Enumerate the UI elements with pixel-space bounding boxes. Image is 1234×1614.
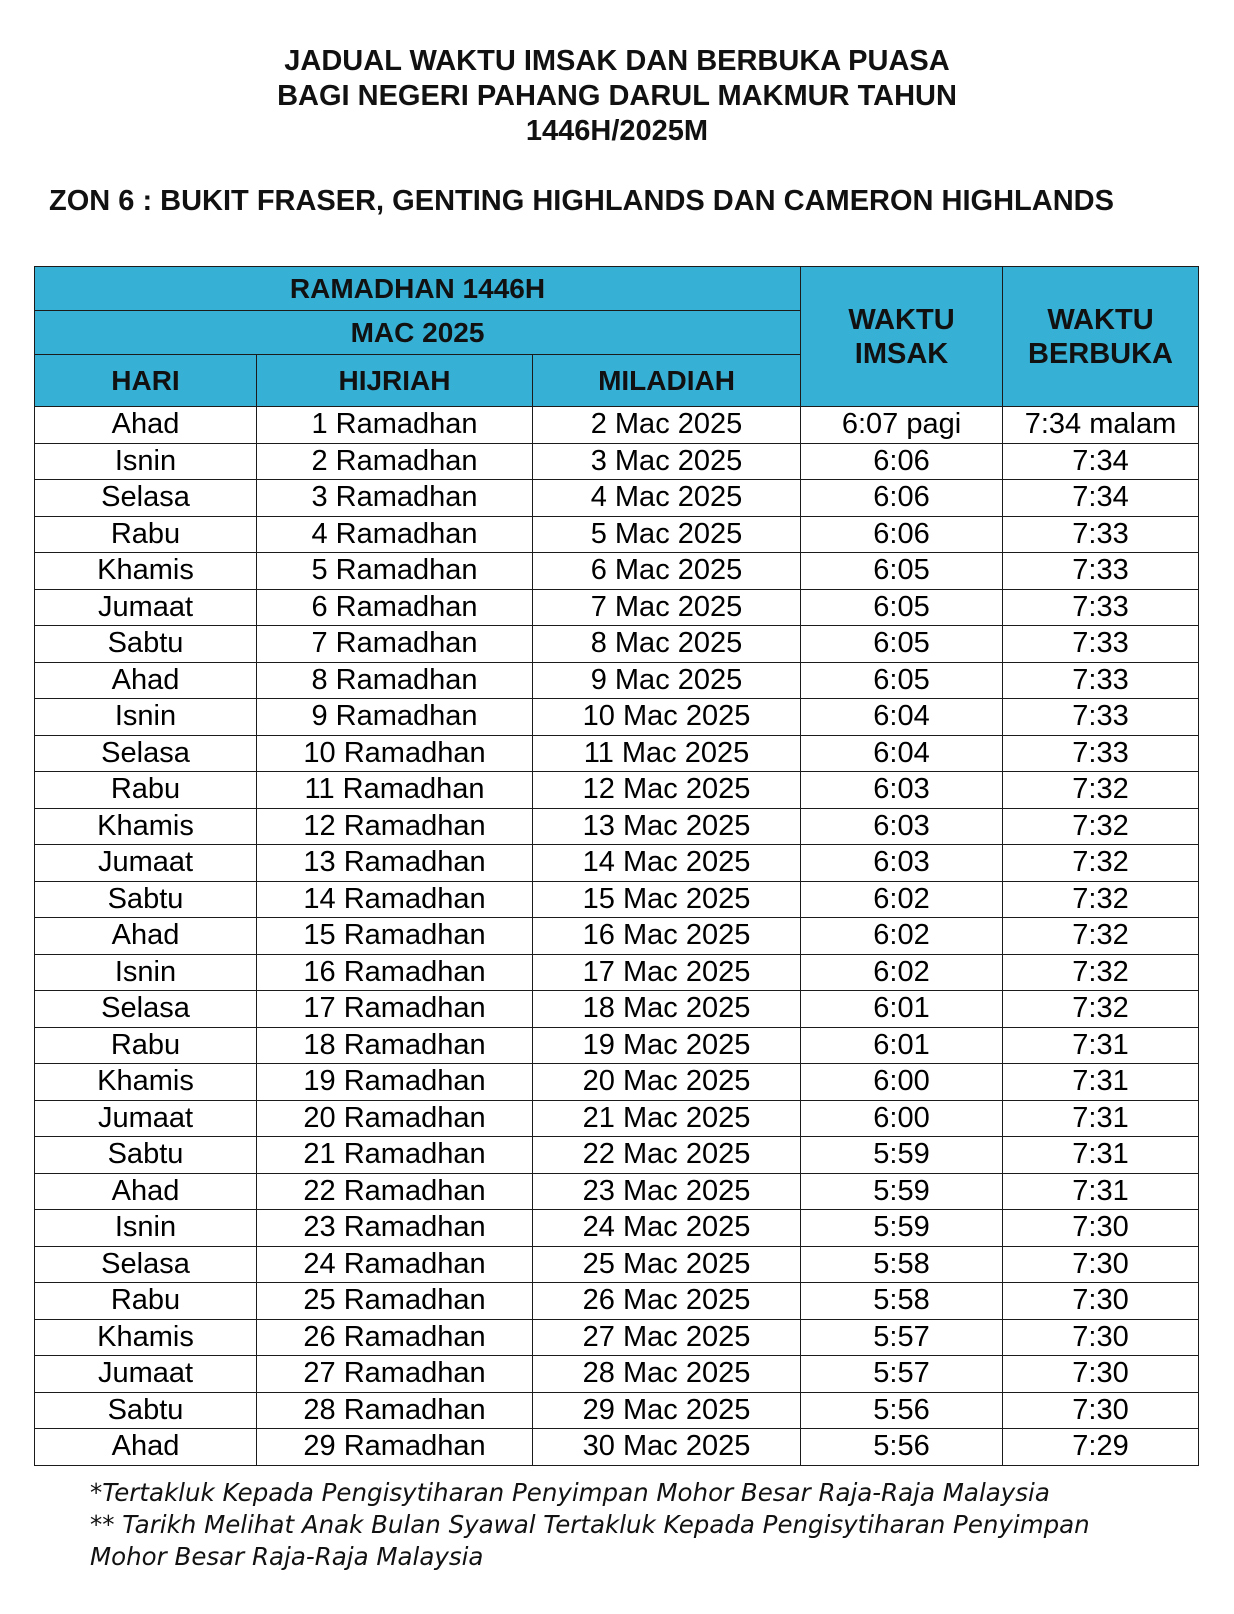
cell-berbuka: 7:34 bbox=[1003, 443, 1199, 480]
cell-hijriah: 22 Ramadhan bbox=[257, 1173, 533, 1210]
table-row bbox=[35, 1283, 1199, 1320]
cell-hijriah: 4 Ramadhan bbox=[257, 516, 533, 553]
cell-berbuka: 7:31 bbox=[1003, 1137, 1199, 1174]
cell-hari: Ahad bbox=[35, 918, 257, 955]
cell-hijriah: 1 Ramadhan bbox=[257, 407, 533, 444]
table-row bbox=[35, 1392, 1199, 1429]
cell-miladiah: 16 Mac 2025 bbox=[533, 918, 801, 955]
table-row bbox=[35, 589, 1199, 626]
cell-hijriah: 9 Ramadhan bbox=[257, 699, 533, 736]
cell-hijriah: 5 Ramadhan bbox=[257, 553, 533, 590]
imsak-column-header: WAKTU IMSAK bbox=[801, 267, 1003, 407]
cell-berbuka: 7:32 bbox=[1003, 881, 1199, 918]
cell-berbuka: 7:30 bbox=[1003, 1246, 1199, 1283]
cell-berbuka: 7:33 bbox=[1003, 626, 1199, 663]
cell-miladiah: 25 Mac 2025 bbox=[533, 1246, 801, 1283]
document-title bbox=[0, 44, 1234, 149]
footnote-1: *Tertakluk Kepada Pengisytiharan Penyimpan Mohor Besar Raja-Raja Malaysia bbox=[90, 1478, 1050, 1507]
cell-imsak: 6:03 bbox=[801, 772, 1003, 809]
cell-miladiah: 11 Mac 2025 bbox=[533, 735, 801, 772]
cell-hijriah: 19 Ramadhan bbox=[257, 1064, 533, 1101]
schedule-table bbox=[34, 266, 1199, 1466]
footnote-2-line-2: Mohor Besar Raja-Raja Malaysia bbox=[90, 1542, 484, 1571]
cell-miladiah: 3 Mac 2025 bbox=[533, 443, 801, 480]
footnotes bbox=[90, 1477, 1190, 1573]
cell-hijriah: 12 Ramadhan bbox=[257, 808, 533, 845]
table-row bbox=[35, 626, 1199, 663]
table-row bbox=[35, 1356, 1199, 1393]
cell-hari: Khamis bbox=[35, 553, 257, 590]
table-row bbox=[35, 735, 1199, 772]
cell-berbuka: 7:32 bbox=[1003, 808, 1199, 845]
berbuka-column-header: WAKTU BERBUKA bbox=[1003, 267, 1199, 407]
cell-imsak: 6:06 bbox=[801, 443, 1003, 480]
cell-miladiah: 28 Mac 2025 bbox=[533, 1356, 801, 1393]
cell-berbuka: 7:33 bbox=[1003, 553, 1199, 590]
cell-imsak: 5:59 bbox=[801, 1210, 1003, 1247]
cell-imsak: 5:56 bbox=[801, 1392, 1003, 1429]
table-row bbox=[35, 699, 1199, 736]
cell-hijriah: 10 Ramadhan bbox=[257, 735, 533, 772]
cell-miladiah: 18 Mac 2025 bbox=[533, 991, 801, 1028]
cell-miladiah: 29 Mac 2025 bbox=[533, 1392, 801, 1429]
hari-column-header: HARI bbox=[35, 355, 257, 407]
cell-berbuka: 7:31 bbox=[1003, 1027, 1199, 1064]
cell-hari: Jumaat bbox=[35, 1356, 257, 1393]
cell-miladiah: 21 Mac 2025 bbox=[533, 1100, 801, 1137]
cell-hari: Rabu bbox=[35, 516, 257, 553]
cell-miladiah: 13 Mac 2025 bbox=[533, 808, 801, 845]
cell-hari: Rabu bbox=[35, 1283, 257, 1320]
cell-hijriah: 2 Ramadhan bbox=[257, 443, 533, 480]
cell-berbuka: 7:33 bbox=[1003, 735, 1199, 772]
cell-imsak: 5:58 bbox=[801, 1246, 1003, 1283]
cell-hijriah: 18 Ramadhan bbox=[257, 1027, 533, 1064]
cell-berbuka: 7:33 bbox=[1003, 589, 1199, 626]
cell-hari: Khamis bbox=[35, 1319, 257, 1356]
cell-hijriah: 3 Ramadhan bbox=[257, 480, 533, 517]
cell-hijriah: 23 Ramadhan bbox=[257, 1210, 533, 1247]
cell-miladiah: 10 Mac 2025 bbox=[533, 699, 801, 736]
table-row bbox=[35, 1319, 1199, 1356]
title-line-1: JADUAL WAKTU IMSAK DAN BERBUKA PUASA bbox=[284, 45, 950, 77]
table-row bbox=[35, 1064, 1199, 1101]
cell-hari: Isnin bbox=[35, 1210, 257, 1247]
cell-hijriah: 16 Ramadhan bbox=[257, 954, 533, 991]
cell-imsak: 6:00 bbox=[801, 1064, 1003, 1101]
cell-imsak: 5:58 bbox=[801, 1283, 1003, 1320]
table-row bbox=[35, 808, 1199, 845]
cell-imsak: 6:03 bbox=[801, 808, 1003, 845]
cell-berbuka: 7:31 bbox=[1003, 1100, 1199, 1137]
cell-berbuka: 7:31 bbox=[1003, 1064, 1199, 1101]
table-row bbox=[35, 1429, 1199, 1466]
cell-hari: Isnin bbox=[35, 699, 257, 736]
cell-hari: Jumaat bbox=[35, 589, 257, 626]
cell-miladiah: 9 Mac 2025 bbox=[533, 662, 801, 699]
table-row bbox=[35, 1027, 1199, 1064]
cell-imsak: 6:04 bbox=[801, 699, 1003, 736]
cell-hijriah: 17 Ramadhan bbox=[257, 991, 533, 1028]
table-row bbox=[35, 407, 1199, 444]
cell-miladiah: 24 Mac 2025 bbox=[533, 1210, 801, 1247]
cell-imsak: 6:03 bbox=[801, 845, 1003, 882]
cell-berbuka: 7:30 bbox=[1003, 1283, 1199, 1320]
cell-hijriah: 11 Ramadhan bbox=[257, 772, 533, 809]
cell-hijriah: 27 Ramadhan bbox=[257, 1356, 533, 1393]
table-row bbox=[35, 1210, 1199, 1247]
cell-imsak: 5:59 bbox=[801, 1173, 1003, 1210]
cell-hijriah: 20 Ramadhan bbox=[257, 1100, 533, 1137]
cell-hijriah: 21 Ramadhan bbox=[257, 1137, 533, 1174]
table-row bbox=[35, 662, 1199, 699]
cell-hari: Ahad bbox=[35, 407, 257, 444]
title-line-3: 1446H/2025M bbox=[525, 115, 709, 147]
cell-hijriah: 29 Ramadhan bbox=[257, 1429, 533, 1466]
cell-miladiah: 20 Mac 2025 bbox=[533, 1064, 801, 1101]
table-row bbox=[35, 1137, 1199, 1174]
cell-imsak: 6:05 bbox=[801, 589, 1003, 626]
cell-imsak: 5:56 bbox=[801, 1429, 1003, 1466]
cell-miladiah: 15 Mac 2025 bbox=[533, 881, 801, 918]
cell-miladiah: 27 Mac 2025 bbox=[533, 1319, 801, 1356]
footnote-2-line-1: ** Tarikh Melihat Anak Bulan Syawal Tertakluk Kepada Pengisytiharan Penyimpan bbox=[90, 1510, 1090, 1539]
hijriah-column-header: HIJRIAH bbox=[257, 355, 533, 407]
cell-berbuka: 7:30 bbox=[1003, 1319, 1199, 1356]
cell-hari: Khamis bbox=[35, 808, 257, 845]
cell-hari: Jumaat bbox=[35, 845, 257, 882]
table-row bbox=[35, 1246, 1199, 1283]
cell-berbuka: 7:32 bbox=[1003, 772, 1199, 809]
cell-hari: Selasa bbox=[35, 735, 257, 772]
cell-berbuka: 7:29 bbox=[1003, 1429, 1199, 1466]
cell-hari: Ahad bbox=[35, 1429, 257, 1466]
cell-hari: Selasa bbox=[35, 991, 257, 1028]
cell-imsak: 5:59 bbox=[801, 1137, 1003, 1174]
cell-miladiah: 17 Mac 2025 bbox=[533, 954, 801, 991]
cell-berbuka: 7:31 bbox=[1003, 1173, 1199, 1210]
cell-imsak: 6:04 bbox=[801, 735, 1003, 772]
cell-imsak: 5:57 bbox=[801, 1319, 1003, 1356]
cell-berbuka: 7:30 bbox=[1003, 1210, 1199, 1247]
cell-hari: Isnin bbox=[35, 443, 257, 480]
cell-hijriah: 8 Ramadhan bbox=[257, 662, 533, 699]
table-row bbox=[35, 772, 1199, 809]
cell-imsak: 6:01 bbox=[801, 991, 1003, 1028]
cell-miladiah: 8 Mac 2025 bbox=[533, 626, 801, 663]
cell-imsak: 6:06 bbox=[801, 480, 1003, 517]
cell-berbuka: 7:33 bbox=[1003, 699, 1199, 736]
table-row bbox=[35, 1100, 1199, 1137]
cell-hari: Sabtu bbox=[35, 1137, 257, 1174]
cell-miladiah: 14 Mac 2025 bbox=[533, 845, 801, 882]
cell-hari: Selasa bbox=[35, 480, 257, 517]
cell-imsak: 6:00 bbox=[801, 1100, 1003, 1137]
cell-hari: Sabtu bbox=[35, 626, 257, 663]
cell-berbuka: 7:30 bbox=[1003, 1392, 1199, 1429]
cell-hari: Selasa bbox=[35, 1246, 257, 1283]
cell-hari: Ahad bbox=[35, 662, 257, 699]
month-header: MAC 2025 bbox=[35, 311, 801, 355]
cell-hijriah: 25 Ramadhan bbox=[257, 1283, 533, 1320]
cell-miladiah: 26 Mac 2025 bbox=[533, 1283, 801, 1320]
cell-hari: Jumaat bbox=[35, 1100, 257, 1137]
cell-imsak: 6:02 bbox=[801, 954, 1003, 991]
table-row bbox=[35, 443, 1199, 480]
cell-hari: Khamis bbox=[35, 1064, 257, 1101]
cell-hari: Rabu bbox=[35, 772, 257, 809]
cell-miladiah: 19 Mac 2025 bbox=[533, 1027, 801, 1064]
cell-imsak: 6:06 bbox=[801, 516, 1003, 553]
cell-miladiah: 22 Mac 2025 bbox=[533, 1137, 801, 1174]
cell-imsak: 6:05 bbox=[801, 553, 1003, 590]
cell-miladiah: 23 Mac 2025 bbox=[533, 1173, 801, 1210]
cell-imsak: 6:02 bbox=[801, 881, 1003, 918]
cell-imsak: 6:05 bbox=[801, 626, 1003, 663]
cell-imsak: 6:02 bbox=[801, 918, 1003, 955]
cell-berbuka: 7:33 bbox=[1003, 662, 1199, 699]
cell-hari: Isnin bbox=[35, 954, 257, 991]
cell-imsak: 6:01 bbox=[801, 1027, 1003, 1064]
table-row bbox=[35, 480, 1199, 517]
table-row bbox=[35, 881, 1199, 918]
zone-heading: ZON 6 : BUKIT FRASER, GENTING HIGHLANDS DAN CAMERON HIGHLANDS bbox=[49, 185, 1114, 217]
table-row bbox=[35, 991, 1199, 1028]
schedule-rows bbox=[35, 407, 1199, 1466]
cell-hijriah: 26 Ramadhan bbox=[257, 1319, 533, 1356]
table-row bbox=[35, 553, 1199, 590]
cell-hijriah: 14 Ramadhan bbox=[257, 881, 533, 918]
cell-hari: Ahad bbox=[35, 1173, 257, 1210]
miladiah-column-header: MILADIAH bbox=[533, 355, 801, 407]
cell-imsak: 6:05 bbox=[801, 662, 1003, 699]
cell-hari: Sabtu bbox=[35, 881, 257, 918]
cell-hijriah: 13 Ramadhan bbox=[257, 845, 533, 882]
table-row bbox=[35, 918, 1199, 955]
cell-hijriah: 6 Ramadhan bbox=[257, 589, 533, 626]
table-row bbox=[35, 845, 1199, 882]
cell-miladiah: 12 Mac 2025 bbox=[533, 772, 801, 809]
cell-hijriah: 7 Ramadhan bbox=[257, 626, 533, 663]
cell-berbuka: 7:34 malam bbox=[1003, 407, 1199, 444]
cell-miladiah: 5 Mac 2025 bbox=[533, 516, 801, 553]
cell-miladiah: 30 Mac 2025 bbox=[533, 1429, 801, 1466]
cell-hijriah: 28 Ramadhan bbox=[257, 1392, 533, 1429]
table-row bbox=[35, 516, 1199, 553]
title-line-2: BAGI NEGERI PAHANG DARUL MAKMUR TAHUN bbox=[277, 80, 957, 112]
cell-hari: Sabtu bbox=[35, 1392, 257, 1429]
cell-berbuka: 7:32 bbox=[1003, 991, 1199, 1028]
cell-hijriah: 15 Ramadhan bbox=[257, 918, 533, 955]
cell-berbuka: 7:34 bbox=[1003, 480, 1199, 517]
ramadhan-group-header: RAMADHAN 1446H bbox=[35, 267, 801, 311]
cell-miladiah: 7 Mac 2025 bbox=[533, 589, 801, 626]
cell-imsak: 6:07 pagi bbox=[801, 407, 1003, 444]
cell-berbuka: 7:32 bbox=[1003, 954, 1199, 991]
cell-miladiah: 4 Mac 2025 bbox=[533, 480, 801, 517]
table-row bbox=[35, 954, 1199, 991]
cell-miladiah: 2 Mac 2025 bbox=[533, 407, 801, 444]
cell-berbuka: 7:30 bbox=[1003, 1356, 1199, 1393]
cell-hijriah: 24 Ramadhan bbox=[257, 1246, 533, 1283]
cell-miladiah: 6 Mac 2025 bbox=[533, 553, 801, 590]
cell-berbuka: 7:32 bbox=[1003, 845, 1199, 882]
table-row bbox=[35, 1173, 1199, 1210]
cell-hari: Rabu bbox=[35, 1027, 257, 1064]
cell-berbuka: 7:32 bbox=[1003, 918, 1199, 955]
cell-imsak: 5:57 bbox=[801, 1356, 1003, 1393]
cell-berbuka: 7:33 bbox=[1003, 516, 1199, 553]
